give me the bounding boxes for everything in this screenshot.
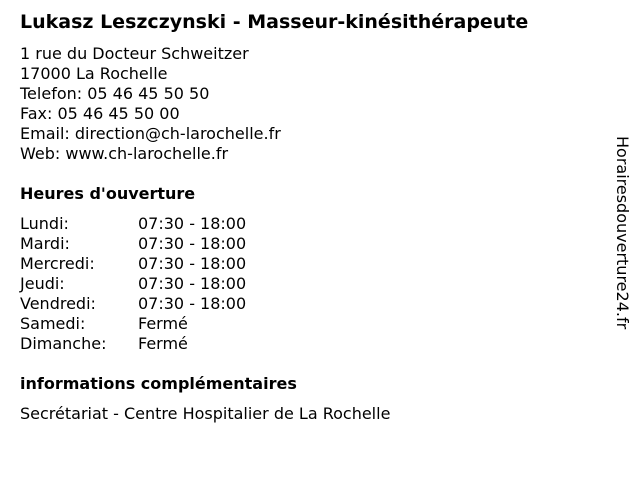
hours-day: Jeudi: <box>20 274 65 293</box>
hours-time: 07:30 - 18:00 <box>138 274 247 293</box>
hours-time: 07:30 - 18:00 <box>138 214 247 233</box>
hours-row <box>20 334 320 354</box>
contact-block <box>20 44 281 164</box>
hours-heading: Heures d'ouverture <box>20 184 196 203</box>
site-watermark: Horairesdouverture24.fr <box>613 136 632 330</box>
hours-day: Dimanche: <box>20 334 107 353</box>
info-heading: informations complémentaires <box>20 374 297 393</box>
hours-time: 07:30 - 18:00 <box>138 294 247 313</box>
web-text: Web: www.ch-larochelle.fr <box>20 144 229 163</box>
address-line-street: 1 rue du Docteur Schweitzer <box>20 44 249 63</box>
hours-table <box>20 214 320 354</box>
info-text: Secrétariat - Centre Hospitalier de La Rochelle <box>20 404 391 423</box>
hours-row <box>20 274 320 294</box>
hours-time: Fermé <box>138 314 188 333</box>
hours-time: 07:30 - 18:00 <box>138 254 247 273</box>
page-title: Lukasz Leszczynski - Masseur-kinésithérapeute <box>20 11 529 33</box>
address-line-city: 17000 La Rochelle <box>20 64 168 83</box>
phone-text: Telefon: 05 46 45 50 50 <box>20 84 210 103</box>
hours-time: 07:30 - 18:00 <box>138 234 247 253</box>
email-text: Email: direction@ch-larochelle.fr <box>20 124 281 143</box>
hours-row <box>20 254 320 274</box>
hours-row <box>20 234 320 254</box>
hours-time: Fermé <box>138 334 188 353</box>
hours-day: Samedi: <box>20 314 86 333</box>
hours-row <box>20 294 320 314</box>
fax-text: Fax: 05 46 45 50 00 <box>20 104 180 123</box>
hours-row <box>20 314 320 334</box>
hours-day: Vendredi: <box>20 294 96 313</box>
hours-day: Mercredi: <box>20 254 95 273</box>
hours-row <box>20 214 320 234</box>
hours-day: Mardi: <box>20 234 70 253</box>
hours-day: Lundi: <box>20 214 69 233</box>
